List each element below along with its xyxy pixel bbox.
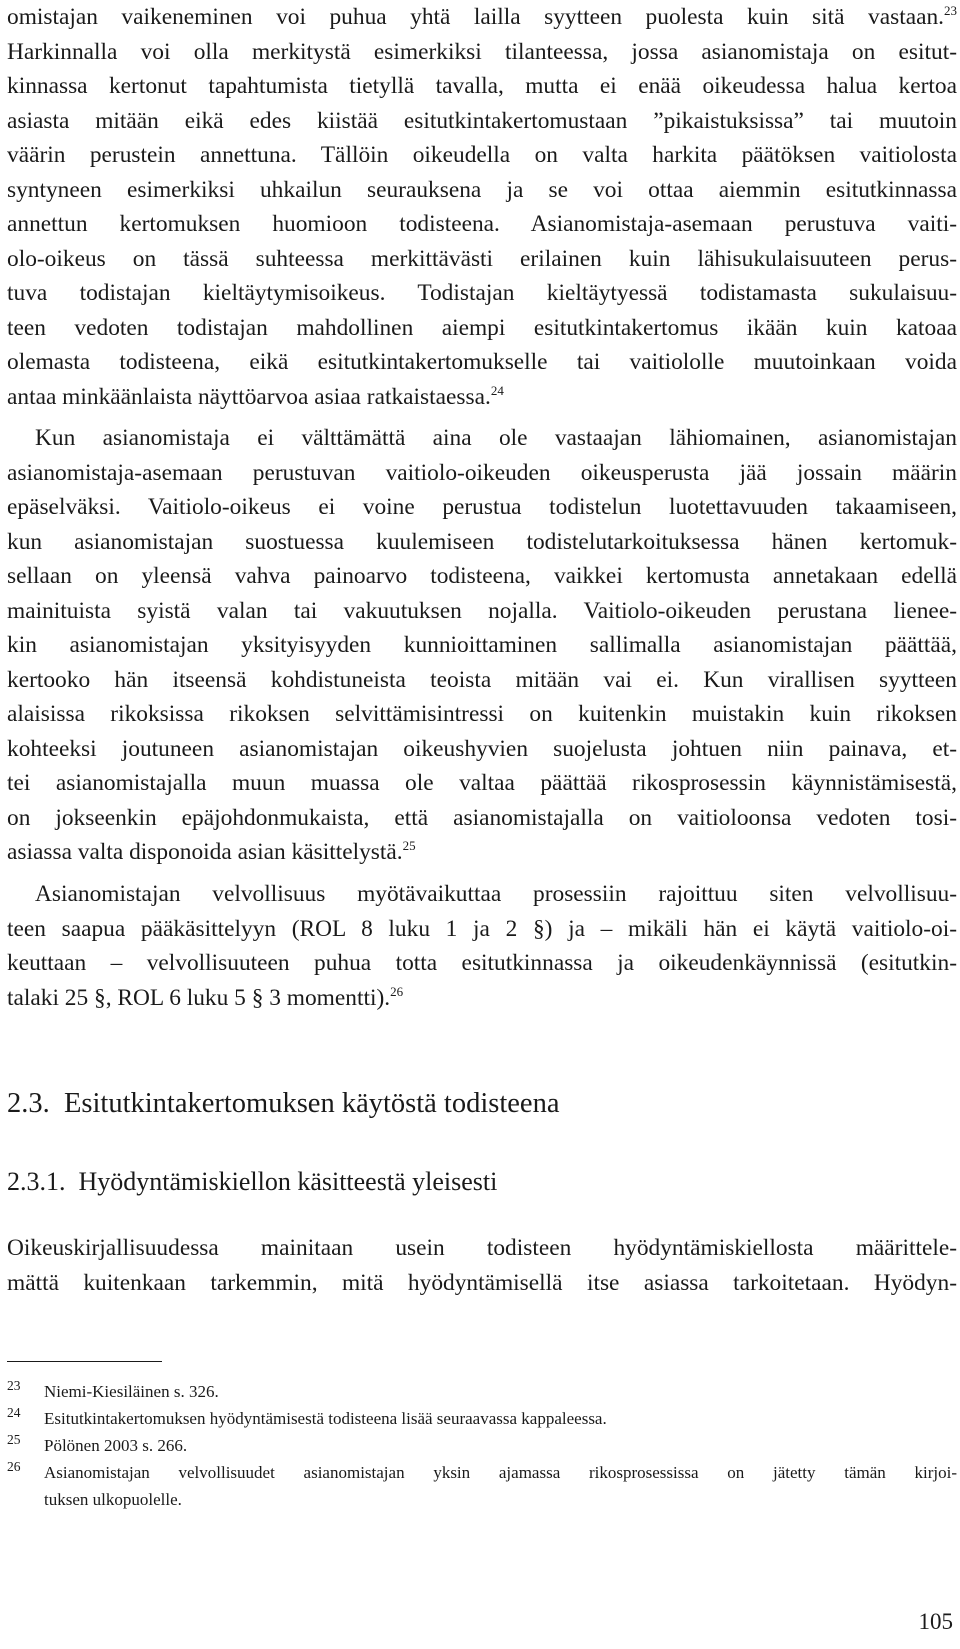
section-number: 2.3. [7,1088,50,1119]
text-line [7,490,957,525]
text-line [7,732,957,767]
text-line [7,525,957,560]
line-text: alaisissa rikoksissa rikoksen selvittämisintressi on kuitenkin muistakin kuin rikoksen [7,701,957,727]
text-line [7,801,957,836]
line-text: tuva todistajan kieltäytymisoikeus. Todistajan kieltäytyessä todistamasta sukulaisuu- [7,280,957,306]
text-line [7,207,957,242]
line-text: kohteeksi joutuneen asianomistajan oikeushyvien suojelusta johtuen niin painava, et- [7,735,957,762]
line-text: kin asianomistajan yksityisyyden kunnioittaminen sallimalla asianomistajan päättää, [7,632,957,658]
section-title: Esitutkintakertomuksen käytöstä todisteena [64,1088,560,1119]
line-text: mainituista syistä valan tai vakuutuksen nojalla. Vaitiolo-oikeuden perustana lienee- [7,597,957,624]
text-line [7,559,957,594]
text-line [7,138,957,173]
line-text: teen saapua pääkäsittelyyn (ROL 8 luku 1 ja 2 §) ja – mikäli hän ei käytä vaitiolo-oi- [7,915,957,942]
line-text: teen vedoten todistajan mahdollinen aiempi esitutkintakertomus ikään kuin katoaa [7,314,957,341]
text-line [7,946,957,981]
subsection-number: 2.3.1. [7,1167,66,1196]
line-text: omistajan vaikeneminen voi puhua yhtä lailla syytteen puolesta kuin sitä vastaan. [7,4,944,30]
text-line [7,242,957,277]
footnote-ref[interactable]: 26 [390,983,404,999]
text-line [7,766,957,801]
text-line [7,456,957,491]
text-line [7,69,957,104]
line-text: talaki 25 §, ROL 6 luku 5 § 3 momentti). [7,984,391,1011]
text-line [7,276,957,311]
text-line [7,912,957,947]
line-text: asiassa valta disponoida asian käsittelystä. [7,839,403,865]
text-line [7,594,957,629]
footnote-separator [7,1361,162,1362]
text-line [7,628,957,663]
text-line [7,835,957,870]
footnote-text [44,1432,957,1459]
page-number: 105 [918,1609,953,1634]
body-paragraph-4 [7,1231,957,1300]
footnote-25 [7,1432,957,1459]
line-text: mättä kuitenkaan tarkemmin, mitä hyödyntämisellä itse asiassa tarkoitetaan. Hyödyn- [7,1269,957,1296]
footnote-line: tuksen ulkopuolelle. [44,1490,182,1509]
line-text: kun asianomistajan suostuessa kuulemiseen todistelutarkoituksessa hänen kertomuk- [7,528,957,555]
text-line [7,104,957,139]
footnotes [7,1378,957,1513]
text-line [7,173,957,208]
line-text: keuttaan – velvollisuuteen puhua totta esitutkinnassa ja oikeudenkäynnissä (esitutkin- [7,950,957,976]
footnote-ref[interactable]: 24 [490,382,504,398]
line-text: sellaan on yleensä vahva painoarvo todisteena, vaikkei kertomusta annetakaan edellä [7,563,957,589]
text-line [7,981,957,1016]
line-text: olo-oikeus on tässä suhteessa merkittävästi erilainen kuin lähisukulaisuuteen perus- [7,245,957,272]
footnote-text [44,1405,957,1432]
footnote-line: Pölönen 2003 s. 266. [44,1436,188,1455]
footnote-line: Esitutkintakertomuksen hyödyntämisestä todisteena lisää seuraavassa kappaleessa. [44,1409,607,1428]
line-text: tei asianomistajalla muun muassa ole valtaa päättää rikosprosessin käynnistämisestä, [7,770,957,796]
text-line [7,380,957,415]
text-line [7,1231,957,1266]
footnote-number: 23 [7,1378,21,1393]
footnote-number: 26 [7,1459,21,1474]
body-paragraph-2 [7,421,957,870]
body-paragraph-1 [7,0,957,414]
footnote-line: Asianomistajan velvollisuudet asianomistajan yksin ajamassa rikosprosessissa on jätetty tämän kirjoi- [44,1463,957,1482]
subsection-heading [7,1165,497,1199]
line-text: antaa minkäänlaista näyttöarvoa asiaa ratkaistaessa. [7,383,491,410]
footnote-24 [7,1405,957,1432]
line-text: Kun asianomistaja ei välttämättä aina ole vastaajan lähiomainen, asianomistajan [35,425,957,451]
text-line [7,697,957,732]
footnote-line: Niemi-Kiesiläinen s. 326. [44,1382,219,1401]
text-line [7,311,957,346]
line-text: Asianomistajan velvollisuus myötävaikuttaa prosessiin rajoittuu siten velvollisuu- [35,881,957,907]
line-text: syntyneen esimerkiksi uhkailun seurauksena ja se voi ottaa aiemmin esitutkinnassa [7,176,957,203]
line-text: Oikeuskirjallisuudessa mainitaan usein todisteen hyödyntämiskiellosta määrittele- [7,1235,957,1261]
footnote-ref[interactable]: 25 [402,838,416,853]
footnote-text [44,1459,957,1513]
line-text: kertooko hän itseensä kohdistuneista teoista mitään vai ei. Kun virallisen syytteen [7,666,957,693]
line-text: annettun kertomuksen huomioon todisteena. Asianomistaja-asemaan perustuva vaiti- [7,211,957,237]
body-paragraph-3 [7,877,957,1015]
line-text: väärin perustein annettuna. Tällöin oikeudella on valta harkita päätöksen vaitiolosta [7,142,957,168]
subsection-title: Hyödyntämiskiellon käsitteestä yleisesti [78,1167,498,1196]
footnote-number: 25 [7,1432,21,1447]
line-text: kinnassa kertonut tapahtumista tietyllä tavalla, mutta ei enää oikeudessa halua kertoa [7,73,957,99]
footnote-ref[interactable]: 23 [944,3,957,18]
footnote-text [44,1378,957,1405]
line-text: asiasta mitään eikä edes kiistää esitutkintakertomustaan ”pikaistuksissa” tai muutoin [7,107,957,134]
text-line [7,0,957,35]
text-line [7,663,957,698]
text-line [7,1266,957,1301]
line-text: epäselväksi. Vaitiolo-oikeus ei voine perustua todistelun luotettavuuden takaamiseen, [7,494,957,520]
line-text: asianomistaja-asemaan perustuvan vaitiolo-oikeuden oikeusperusta jää jossain määrin [7,459,957,486]
line-text: on jokseenkin epäjohdonmukaista, että asianomistajalla on vaitioloonsa vedoten tosi- [7,804,957,831]
footnote-26 [7,1459,957,1513]
text-line [7,421,957,456]
text-line [7,35,957,70]
footnote-23 [7,1378,957,1405]
section-heading [7,1086,559,1122]
text-line [7,877,957,912]
line-text: olemasta todisteena, eikä esitutkintakertomukselle tai vaitiololle muutoinkaan voida [7,349,957,375]
text-line [7,345,957,380]
footnote-number: 24 [7,1405,21,1420]
line-text: Harkinnalla voi olla merkitystä esimerkiksi tilanteessa, jossa asianomistaja on esitut- [7,38,957,65]
